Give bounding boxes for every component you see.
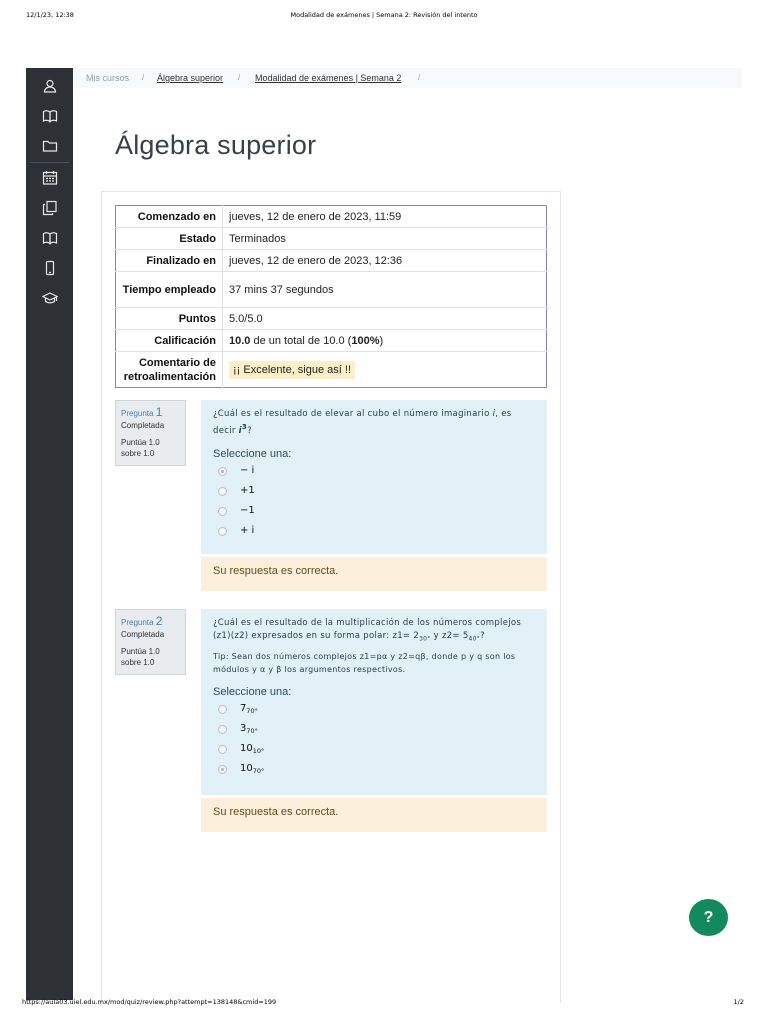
summary-label: Estado: [116, 228, 223, 250]
radio-button[interactable]: [218, 705, 227, 714]
question-state: Completada: [121, 421, 165, 430]
option-sub: 10°: [252, 746, 265, 755]
folder-icon[interactable]: [42, 138, 58, 154]
question-number: [121, 614, 180, 628]
radio-button[interactable]: [218, 527, 227, 536]
files-icon[interactable]: [42, 200, 58, 216]
answer-option[interactable]: [213, 700, 535, 720]
question-text-part: 30°: [419, 635, 431, 643]
question-text-part: y z2= 5: [430, 631, 469, 641]
question-text-part: 40°: [468, 635, 481, 643]
question-info: [115, 400, 186, 466]
question-text: [213, 617, 535, 646]
page-title: Álgebra superior: [115, 130, 317, 160]
print-footer: [22, 998, 744, 1010]
summary-row: [116, 352, 547, 388]
question-text-part: ?: [247, 425, 252, 436]
grade-close: ): [379, 334, 384, 347]
graduation-cap-icon[interactable]: [42, 290, 58, 306]
answer-options: [213, 462, 535, 542]
question-tip: Tip: Sean dos números complejos z1=pα y z2=qβ, donde p y q son los módulos y α y β los argumentos respectivos.: [213, 651, 516, 674]
question-label: Pregunta: [121, 618, 154, 627]
print-url: https://aula03.uiel.edu.mx/mod/quiz/review.php?attempt=138148&cmid=199: [22, 998, 277, 1006]
question-text-part: i: [238, 425, 242, 436]
option-base: 10: [240, 762, 253, 774]
breadcrumb-separator: /: [142, 73, 145, 82]
question-text: [213, 408, 535, 438]
answer-option-label: [240, 723, 258, 735]
help-button[interactable]: ?: [689, 899, 728, 936]
question-content: [201, 609, 547, 795]
answer-option[interactable]: [213, 482, 535, 502]
answer-option[interactable]: [213, 720, 535, 740]
grade-value: 10.0: [229, 334, 251, 347]
option-base: 3: [240, 722, 247, 734]
answer-option-label: [240, 763, 264, 775]
radio-button[interactable]: [218, 467, 227, 476]
summary-value: [223, 330, 547, 352]
summary-value: 37 mins 37 segundos: [223, 272, 547, 308]
attempt-summary-table: [115, 205, 547, 388]
breadcrumb-item-mis-cursos[interactable]: Mis cursos: [86, 73, 130, 83]
answer-option-label: [240, 703, 258, 715]
summary-row: [116, 228, 547, 250]
question-state: Completada: [121, 630, 165, 639]
question-text-part: ¿Cuál es el resultado de elevar al cubo el número imaginario: [213, 409, 493, 419]
answer-option[interactable]: [213, 462, 535, 482]
radio-button[interactable]: [218, 487, 227, 496]
option-base: 10: [240, 742, 253, 754]
print-datetime: 12/1/23, 12:38: [26, 11, 74, 19]
feedback-comment: ¡¡ Excelente, sigue así !!: [229, 361, 355, 379]
print-page-number: 1/2: [733, 998, 744, 1006]
summary-row: [116, 272, 547, 308]
answer-option-label: −1: [240, 504, 255, 516]
answer-option-label: [240, 743, 264, 755]
breadcrumb-separator: /: [238, 73, 241, 82]
grade-total: de un total de 10.0 (: [250, 334, 352, 347]
question-number-value: 2: [155, 614, 163, 628]
summary-value: jueves, 12 de enero de 2023, 12:36: [223, 250, 547, 272]
radio-button[interactable]: [218, 765, 227, 774]
question-label: Pregunta: [121, 409, 154, 418]
question-content: [201, 400, 547, 554]
summary-row: [116, 250, 547, 272]
option-sub: 70°: [252, 766, 265, 775]
question-points: Puntúa 1.0 sobre 1.0: [121, 647, 160, 667]
summary-row: [116, 308, 547, 330]
answer-option[interactable]: [213, 760, 535, 780]
answer-option[interactable]: [213, 522, 535, 542]
answer-option[interactable]: [213, 740, 535, 760]
answer-option-label: + i: [240, 524, 255, 536]
user-icon[interactable]: [42, 78, 58, 94]
select-label: Seleccione una:: [213, 685, 292, 698]
question-text-part: ?: [480, 631, 485, 641]
question-number-value: 1: [155, 405, 163, 419]
option-base: 7: [240, 702, 247, 714]
summary-label: Comenzado en: [116, 206, 223, 228]
question-text-part: , es decir: [213, 409, 512, 436]
calendar-icon[interactable]: [42, 170, 58, 186]
summary-row: [116, 206, 547, 228]
summary-label: Finalizado en: [116, 250, 223, 272]
summary-value: Terminados: [223, 228, 547, 250]
summary-row: [116, 330, 547, 352]
summary-label: Puntos: [116, 308, 223, 330]
question-feedback: Su respuesta es correcta.: [201, 798, 547, 832]
breadcrumb: [74, 68, 742, 88]
question-text-part: ¿Cuál es el resultado de la multiplicación de los números complejos (z1)(z2) expresados en su forma polar: z1= 2: [213, 618, 522, 641]
radio-button[interactable]: [218, 745, 227, 754]
question-info: [115, 609, 186, 675]
breadcrumb-item-quiz[interactable]: Modalidad de exámenes | Semana 2: [255, 73, 402, 83]
question-feedback: Su respuesta es correcta.: [201, 557, 547, 591]
print-header: [26, 11, 742, 23]
summary-value: 5.0/5.0: [223, 308, 547, 330]
question-points: Puntúa 1.0 sobre 1.0: [121, 438, 160, 458]
question-text-part: 3: [241, 423, 248, 431]
grade-percent: 100%: [351, 334, 380, 347]
sidebar: [26, 68, 73, 1000]
print-title: Modalidad de exámenes | Semana 2: Revisión del intento: [290, 11, 478, 19]
question-text-part: i: [492, 409, 496, 419]
breadcrumb-separator: /: [418, 73, 421, 82]
summary-value: jueves, 12 de enero de 2023, 11:59: [229, 210, 402, 223]
summary-value: [223, 352, 547, 388]
summary-label: Calificación: [116, 330, 223, 352]
radio-button[interactable]: [218, 507, 227, 516]
breadcrumb-item-course[interactable]: Álgebra superior: [157, 73, 224, 83]
option-sub: 70°: [246, 706, 258, 715]
answer-option-label: − i: [240, 464, 255, 476]
book-icon[interactable]: [42, 108, 58, 124]
sidebar-divider: [30, 162, 69, 163]
radio-button[interactable]: [218, 725, 227, 734]
answer-option-label: +1: [240, 484, 255, 496]
answer-option[interactable]: [213, 502, 535, 522]
option-sub: 70°: [246, 726, 258, 735]
mobile-icon[interactable]: [42, 260, 58, 276]
book-icon[interactable]: [42, 230, 58, 246]
answer-options: [213, 700, 535, 780]
question-number: [121, 405, 180, 419]
summary-label: Tiempo empleado: [116, 272, 223, 308]
select-label: Seleccione una:: [213, 447, 292, 460]
summary-label: Comentario de retroalimentación: [116, 352, 223, 388]
